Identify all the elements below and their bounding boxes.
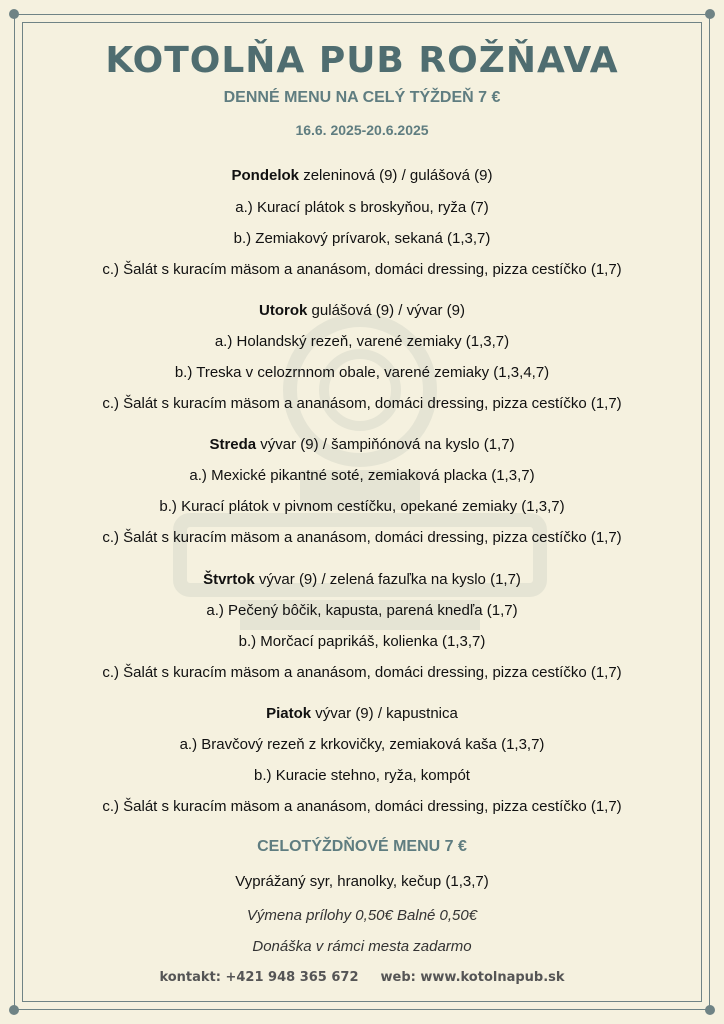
menu-item-b: b.) Treska v celozrnnom obale, varené zemiaky (1,3,4,7) xyxy=(174,364,550,381)
menu-item-b: b.) Morčací paprikáš, kolienka (1,3,7) xyxy=(238,633,486,650)
menu-item-a: a.) Holandský rezeň, varené zemiaky (1,3,7) xyxy=(214,333,510,350)
menu-item-c: c.) Šalát s kuracím mäsom a ananásom, domáci dressing, pizza cestíčko (1,7) xyxy=(102,664,622,681)
footer xyxy=(0,970,724,985)
side-swap-note: Výmena prílohy 0,50€ Balné 0,50€ xyxy=(246,907,478,924)
corner-ornament-icon xyxy=(705,1005,715,1015)
day-name: Pondelok xyxy=(231,167,300,184)
weekly-menu-title: CELOTÝŽDŇOVÉ MENU 7 € xyxy=(257,838,467,855)
day-name: Štvrtok xyxy=(203,571,255,588)
menu-item-b: b.) Zemiakový prívarok, sekaná (1,3,7) xyxy=(233,230,491,247)
menu-item-a: a.) Pečený bôčik, kapusta, parená knedľa (1,7) xyxy=(206,602,518,619)
corner-ornament-icon xyxy=(9,1005,19,1015)
menu-item-b: b.) Kuracie stehno, ryža, kompót xyxy=(254,767,470,784)
contact-phone: kontakt: +421 948 365 672 xyxy=(159,970,359,985)
day-soups-line xyxy=(0,704,724,724)
menu-item-c: c.) Šalát s kuracím mäsom a ananásom, domáci dressing, pizza cestíčko (1,7) xyxy=(102,261,622,278)
menu-item-c: c.) Šalát s kuracím mäsom a ananásom, domáci dressing, pizza cestíčko (1,7) xyxy=(102,798,622,815)
day-name: Streda xyxy=(209,436,257,453)
corner-ornament-icon xyxy=(9,9,19,19)
day-name: Utorok xyxy=(259,302,308,319)
soups: vývar (9) / šampiňónová na kyslo (1,7) xyxy=(256,436,515,453)
corner-ornament-icon xyxy=(705,9,715,19)
menu-item-a: a.) Bravčový rezeň z krkovičky, zemiaková kaša (1,3,7) xyxy=(179,736,545,753)
delivery-note: Donáška v rámci mesta zadarmo xyxy=(252,938,472,955)
menu-item-a: a.) Mexické pikantné soté, zemiaková placka (1,3,7) xyxy=(189,467,535,484)
soups: vývar (9) / kapustnica xyxy=(311,705,458,722)
soups: gulášová (9) / vývar (9) xyxy=(307,302,465,319)
weekly-menu-item: Vyprážaný syr, hranolky, kečup (1,3,7) xyxy=(235,873,489,890)
day-soups-line xyxy=(0,301,724,321)
page-title: KOTOLŇA PUB ROŽŇAVA xyxy=(105,40,619,81)
menu-item-b: b.) Kurací plátok v pivnom cestíčku, opekané zemiaky (1,3,7) xyxy=(159,498,565,515)
soups: zeleninová (9) / gulášová (9) xyxy=(299,167,493,184)
website-link[interactable]: web: www.kotolnapub.sk xyxy=(380,970,565,985)
menu-subtitle: DENNÉ MENU NA CELÝ TÝŽDEŇ 7 € xyxy=(223,89,501,106)
soups: vývar (9) / zelená fazuľka na kyslo (1,7) xyxy=(254,571,521,588)
menu-dates: 16.6. 2025-20.6.2025 xyxy=(295,122,429,138)
menu-item-a: a.) Kurací plátok s broskyňou, ryža (7) xyxy=(235,199,489,216)
day-soups-line xyxy=(0,570,724,590)
day-name: Piatok xyxy=(266,705,312,722)
menu-item-c: c.) Šalát s kuracím mäsom a ananásom, domáci dressing, pizza cestíčko (1,7) xyxy=(102,529,622,546)
day-soups-line xyxy=(0,166,724,186)
menu-item-c: c.) Šalát s kuracím mäsom a ananásom, domáci dressing, pizza cestíčko (1,7) xyxy=(102,395,622,412)
day-soups-line xyxy=(0,435,724,455)
